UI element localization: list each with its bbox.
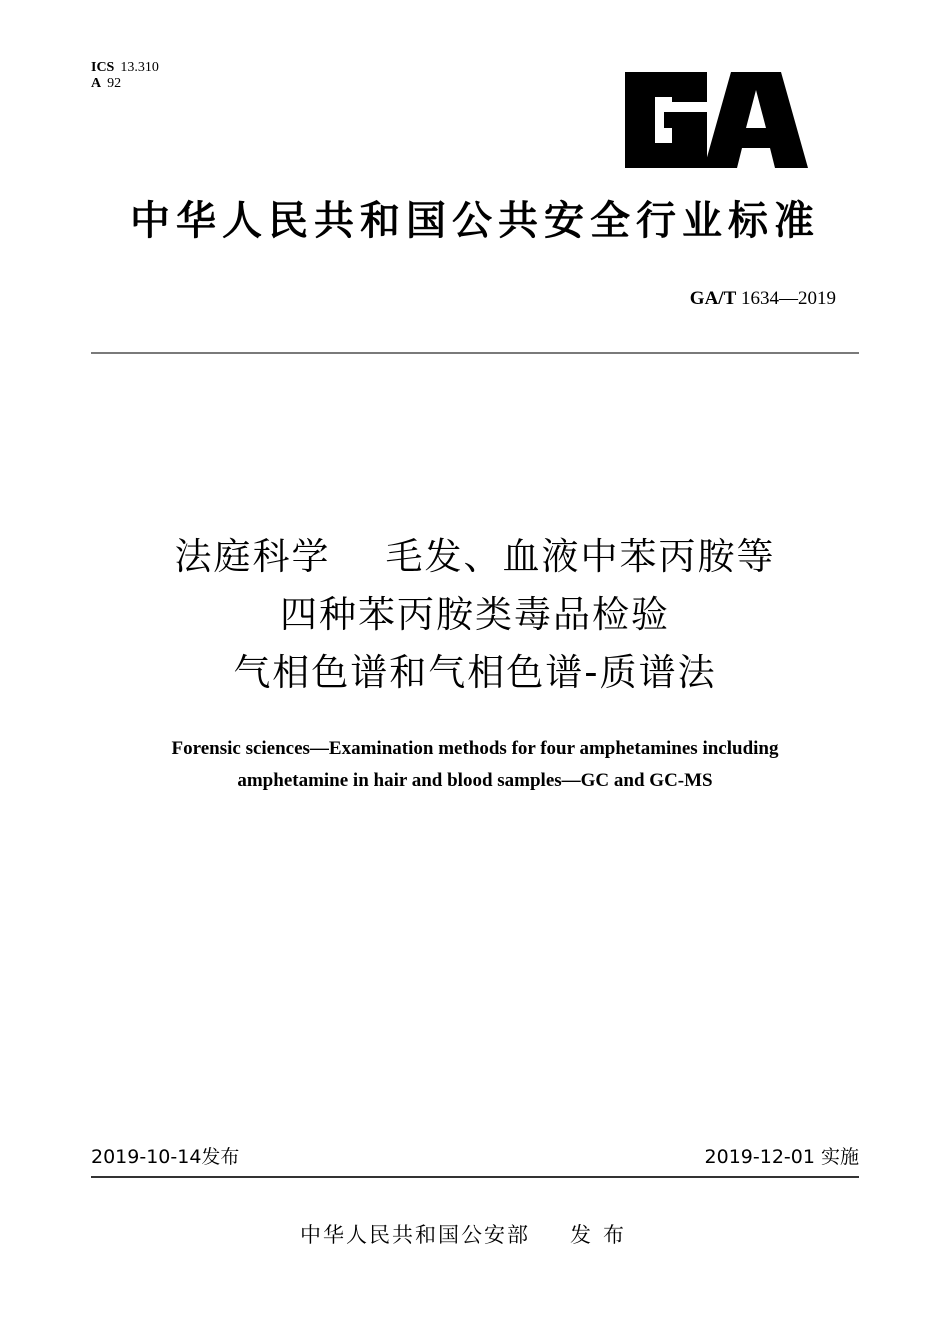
ccs-label: A xyxy=(91,76,102,91)
publisher-name: 中华人民共和国公安部 xyxy=(300,1223,530,1247)
ccs-line xyxy=(91,76,159,92)
english-title xyxy=(0,733,950,797)
english-title-line-1: Forensic sciences—Examination methods for four amphetamines including xyxy=(171,738,779,759)
issue-date-block xyxy=(91,1144,239,1170)
implement-date: 2019-12-01 xyxy=(704,1146,815,1168)
standard-category: 中华人民共和国公共安全行业标准 xyxy=(130,198,820,244)
ga-logo-g xyxy=(625,72,707,168)
ga-logo-a xyxy=(704,72,808,168)
bottom-divider xyxy=(91,1176,859,1178)
chinese-title xyxy=(0,528,950,702)
issue-label: 发布 xyxy=(201,1146,240,1168)
top-divider xyxy=(91,352,859,354)
publish-action: 发布 xyxy=(570,1223,636,1247)
ics-label: ICS xyxy=(91,60,115,75)
implement-date-block xyxy=(705,1144,859,1170)
issue-date: 2019-10-14 xyxy=(91,1146,202,1168)
ccs-code: 92 xyxy=(107,76,122,91)
standard-prefix: GA/T xyxy=(689,288,737,309)
standard-code xyxy=(690,287,836,311)
ics-line xyxy=(91,60,159,76)
ga-logo xyxy=(622,72,808,168)
ics-code: 13.310 xyxy=(120,60,159,75)
chinese-title-line-1: 法庭科学 毛发、血液中苯丙胺等 xyxy=(174,535,776,578)
english-title-line-2: amphetamine in hair and blood samples—GC and GC-MS xyxy=(237,770,713,791)
classification-codes xyxy=(91,60,159,92)
chinese-title-line-3: 气相色谱和气相色谱-质谱法 xyxy=(233,651,717,694)
chinese-title-line-2: 四种苯丙胺类毒品检验 xyxy=(280,593,670,636)
implement-label: 实施 xyxy=(820,1146,859,1168)
standard-number: 1634—2019 xyxy=(741,288,836,309)
publisher-block xyxy=(300,1220,636,1250)
